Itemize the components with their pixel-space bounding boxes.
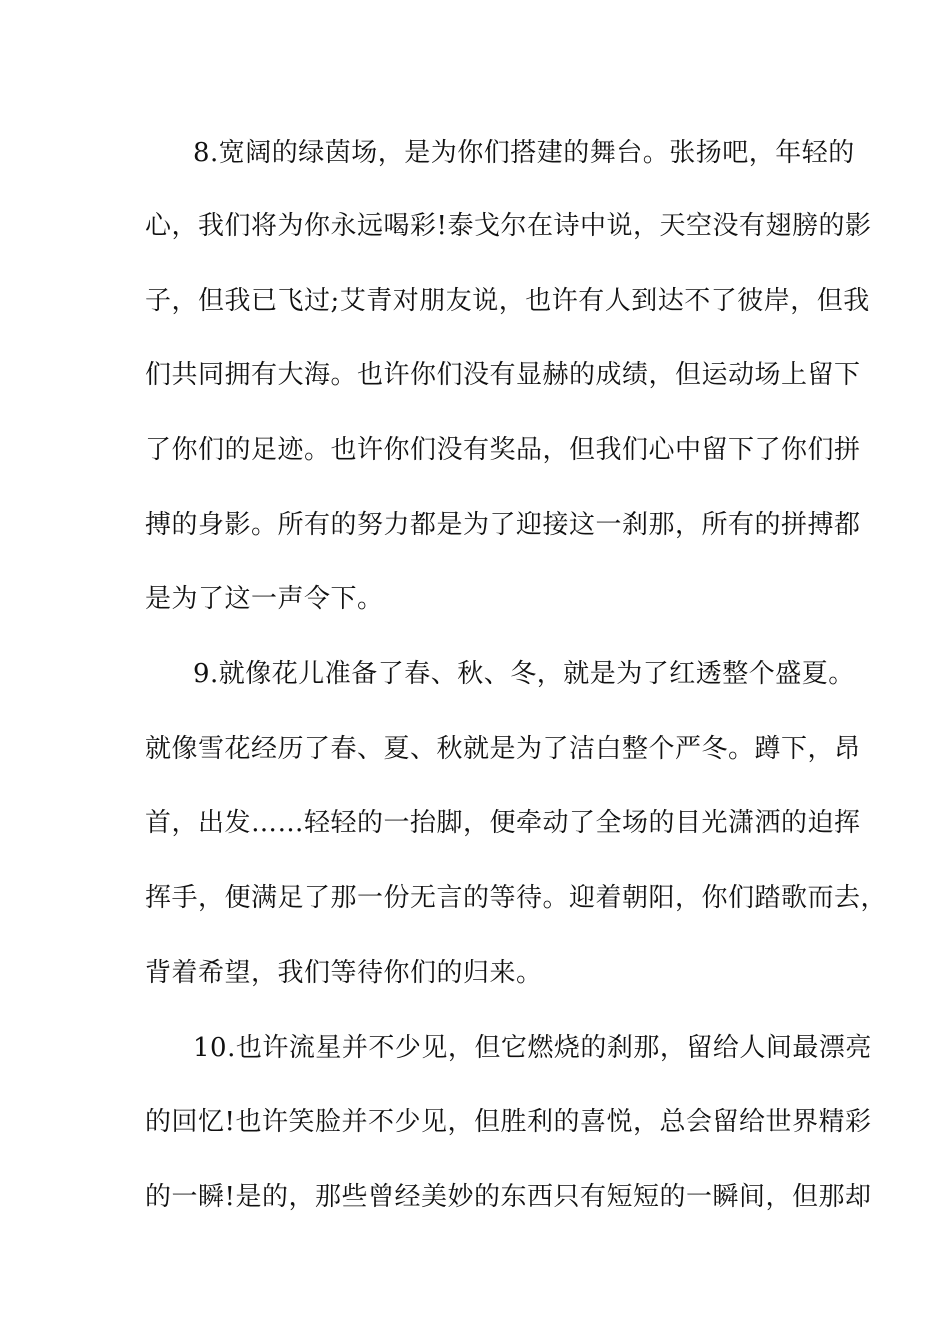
paragraph-10-line-1: 10.也许流星并不少见，但它燃烧的刹那，留给人间最漂亮: [193, 1033, 872, 1063]
paragraph-8-line-3: 子，但我已飞过;艾青对朋友说，也许有人到达不了彼岸，但我: [145, 286, 870, 316]
paragraph-8-line-4: 们共同拥有大海。也许你们没有显赫的成绩，但运动场上留下: [145, 360, 861, 390]
paragraph-9-line-4: 挥手，便满足了那一份无言的等待。迎着朝阳，你们踏歌而去，: [145, 883, 888, 913]
paragraph-9-line-2: 就像雪花经历了春、夏、秋就是为了洁白整个严冬。蹲下，昂: [145, 734, 861, 764]
paragraph-9-line-5: 背着希望，我们等待你们的归来。: [145, 958, 543, 988]
paragraph-9-line-3: 首，出发……轻轻的一抬脚，便牵动了全场的目光潇洒的迫挥: [145, 808, 861, 838]
paragraph-8-line-7: 是为了这一声令下。: [145, 584, 384, 614]
paragraph-9-line-1: 9.就像花儿准备了春、秋、冬，就是为了红透整个盛夏。: [193, 659, 855, 689]
paragraph-8-line-5: 了你们的足迹。也许你们没有奖品，但我们心中留下了你们拼: [145, 435, 861, 465]
paragraph-8-line-6: 搏的身影。所有的努力都是为了迎接这一刹那，所有的拼搏都: [145, 510, 861, 540]
paragraph-8-line-1: 8.宽阔的绿茵场，是为你们搭建的舞台。张扬吧，年轻的: [193, 138, 855, 168]
paragraph-8-line-2: 心，我们将为你永远喝彩!泰戈尔在诗中说，天空没有翅膀的影: [145, 211, 872, 241]
paragraph-10-line-2: 的回忆!也许笑脸并不少见，但胜利的喜悦，总会留给世界精彩: [145, 1107, 872, 1137]
paragraph-10-line-3: 的一瞬!是的，那些曾经美妙的东西只有短短的一瞬间，但那却: [145, 1182, 872, 1212]
